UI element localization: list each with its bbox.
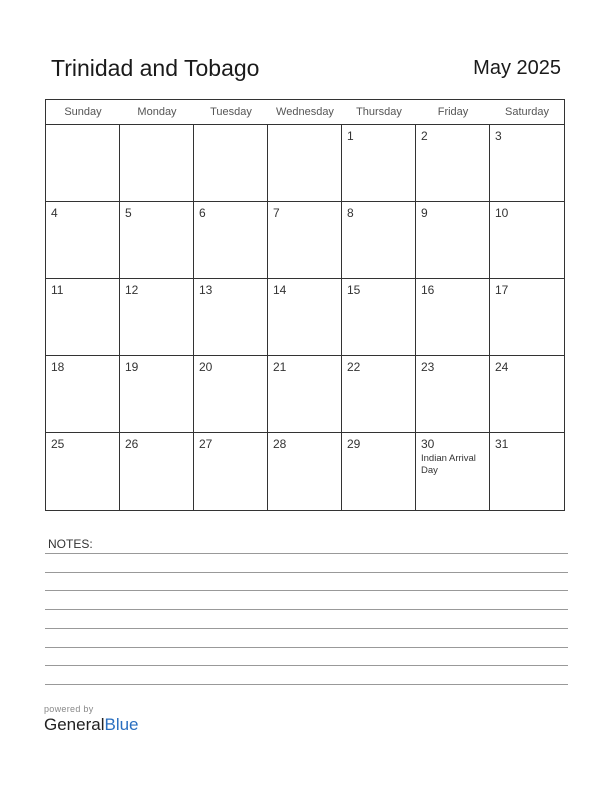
notes-line — [45, 647, 568, 648]
day-number: 28 — [273, 437, 287, 451]
day-cell — [268, 125, 342, 202]
brand-name — [44, 715, 139, 735]
day-number: 23 — [421, 360, 435, 374]
notes-line — [45, 609, 568, 610]
day-number: 30 — [421, 437, 435, 451]
day-number: 31 — [495, 437, 509, 451]
day-cell — [342, 356, 416, 433]
day-cell — [120, 279, 194, 356]
day-number: 21 — [273, 360, 287, 374]
weekday-header: Tuesday — [210, 106, 252, 118]
day-number: 3 — [495, 129, 502, 143]
day-number: 5 — [125, 206, 132, 220]
day-number: 11 — [51, 283, 64, 297]
day-cell — [194, 356, 268, 433]
notes-line — [45, 665, 568, 666]
day-cell — [194, 433, 268, 510]
brand-general: General — [44, 715, 105, 734]
day-number: 16 — [421, 283, 435, 297]
day-number: 6 — [199, 206, 206, 220]
day-cell — [268, 356, 342, 433]
day-cell — [342, 125, 416, 202]
day-number: 24 — [495, 360, 509, 374]
days-grid — [46, 125, 564, 510]
day-number: 14 — [273, 283, 287, 297]
powered-by-text: powered by — [44, 704, 94, 714]
day-cell — [268, 279, 342, 356]
weekday-header: Monday — [137, 106, 177, 118]
day-cell — [46, 202, 120, 279]
day-number: 2 — [421, 129, 428, 143]
day-cell — [120, 433, 194, 510]
day-number: 8 — [347, 206, 354, 220]
day-number: 7 — [273, 206, 280, 220]
brand-blue: Blue — [104, 715, 139, 734]
day-number: 9 — [421, 206, 428, 220]
notes-line — [45, 590, 568, 591]
day-cell — [342, 279, 416, 356]
day-cell — [268, 202, 342, 279]
day-cell — [490, 356, 564, 433]
holiday-label: Indian Arrival Day — [421, 453, 476, 476]
day-cell — [194, 279, 268, 356]
day-number: 26 — [125, 437, 139, 451]
day-cell — [342, 202, 416, 279]
weekday-header: Sunday — [64, 106, 102, 118]
notes-line — [45, 572, 568, 573]
day-cell — [120, 202, 194, 279]
day-cell — [416, 433, 490, 510]
day-number: 17 — [495, 283, 509, 297]
day-number: 27 — [199, 437, 213, 451]
day-cell — [490, 279, 564, 356]
day-number: 1 — [347, 129, 354, 143]
notes-line — [45, 553, 568, 554]
day-cell — [120, 356, 194, 433]
weekday-header: Thursday — [356, 106, 402, 118]
day-cell — [46, 279, 120, 356]
weekday-header: Friday — [437, 106, 469, 118]
day-cell — [342, 433, 416, 510]
weekday-header: Wednesday — [276, 106, 334, 118]
day-cell — [490, 202, 564, 279]
day-cell — [490, 125, 564, 202]
day-cell — [46, 356, 120, 433]
day-number: 20 — [199, 360, 213, 374]
calendar-country-title: Trinidad and Tobago — [51, 55, 260, 81]
day-cell — [416, 125, 490, 202]
day-number: 4 — [51, 206, 58, 220]
day-number: 29 — [347, 437, 361, 451]
day-number: 19 — [125, 360, 139, 374]
day-cell — [194, 125, 268, 202]
day-number: 22 — [347, 360, 361, 374]
day-cell — [194, 202, 268, 279]
calendar-grid — [45, 99, 565, 511]
day-cell — [490, 433, 564, 510]
weekday-header: Saturday — [504, 106, 550, 118]
weekday-header-row — [46, 100, 564, 125]
day-cell — [416, 202, 490, 279]
day-cell — [46, 125, 120, 202]
day-number: 13 — [199, 283, 213, 297]
day-cell — [416, 279, 490, 356]
day-cell — [120, 125, 194, 202]
day-cell — [416, 356, 490, 433]
notes-label: NOTES: — [48, 537, 93, 551]
notes-line — [45, 628, 568, 629]
day-number: 15 — [347, 283, 361, 297]
notes-line — [45, 684, 568, 685]
day-cell — [46, 433, 120, 510]
brand-logo — [44, 704, 139, 735]
day-number: 18 — [51, 360, 65, 374]
day-number: 10 — [495, 206, 509, 220]
day-number: 12 — [125, 283, 139, 297]
day-number: 25 — [51, 437, 65, 451]
day-cell — [268, 433, 342, 510]
calendar-month-title: May 2025 — [473, 57, 561, 79]
